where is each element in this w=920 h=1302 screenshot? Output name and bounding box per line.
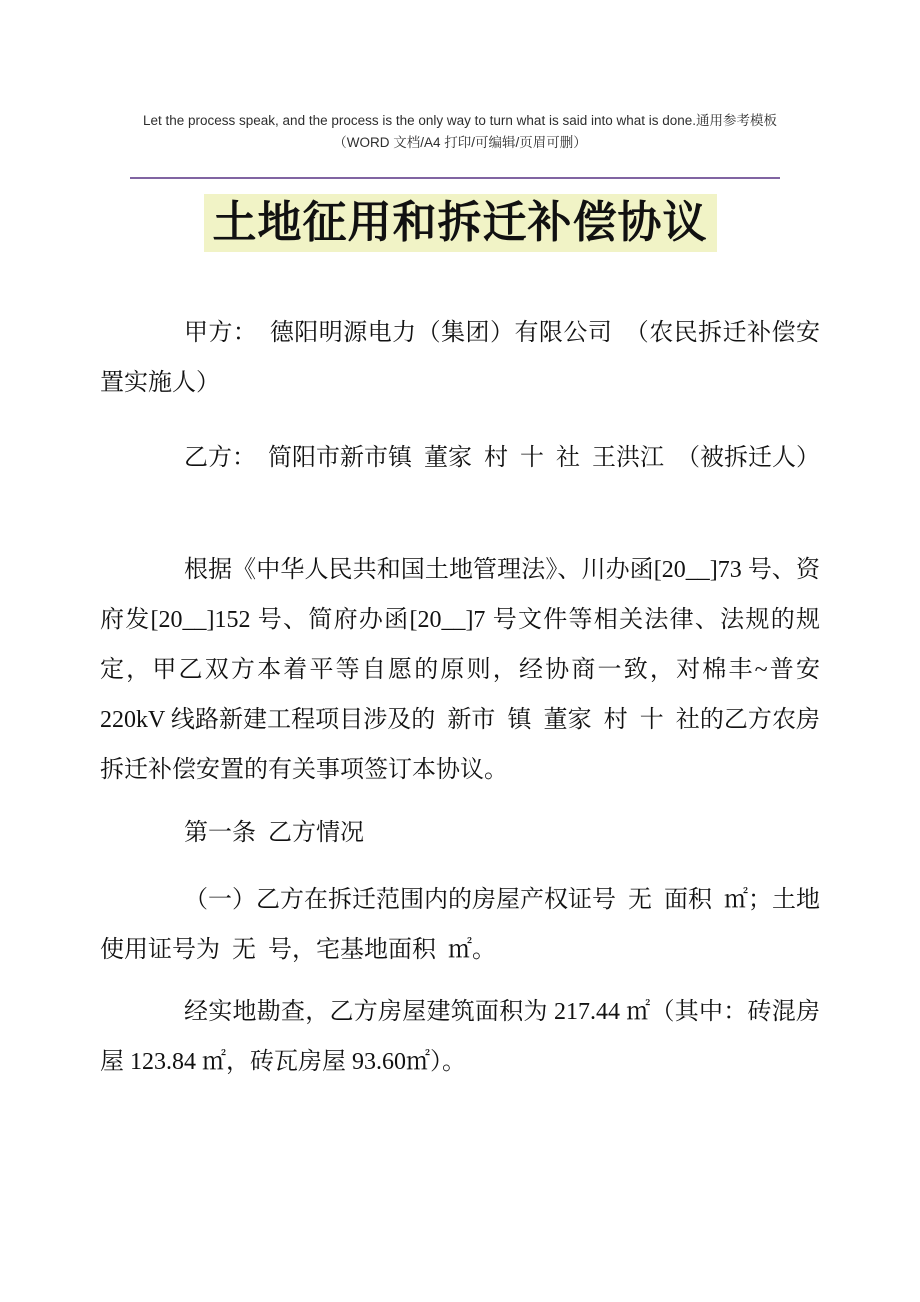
page-header [0,0,920,154]
document-body [100,308,820,1087]
header-divider-rule [130,177,780,179]
paragraph-clause1-heading: 第一条 乙方情况 [184,820,364,846]
paragraph-clause1-item1: （一）乙方在拆迁范围内的房屋产权证号 无 面积 ㎡；土地使用证号为 无 号，宅基地面积 ㎡。 [100,887,820,963]
paragraph-preamble: 根据《中华人民共和国土地管理法》、川办函[20__]73 号、资府发[20__]152 号、简府办函[20__]7 号文件等相关法律、法规的规定，甲乙双方本着平等自愿的原则，经协商一致，对棉丰~普安 220kV 线路新建工程项目涉及的 新市 镇 董家 村 十 社的乙方农房拆迁补偿安置的有关事项签订本协议。 [100,557,820,783]
paragraph-party-a: 甲方： 德阳明源电力（集团）有限公司 （农民拆迁补偿安置实施人） [100,320,820,396]
header-template-note: （WORD 文档/A4 打印/可编辑/页眉可删） [333,135,587,150]
paragraph-party-b: 乙方： 简阳市新市镇 董家 村 十 社 王洪江 （被拆迁人） [184,445,820,471]
paragraph-clause1-survey: 经实地勘查，乙方房屋建筑面积为 217.44 ㎡（其中：砖混房屋 123.84 ㎡，砖瓦房屋 93.60㎡）。 [100,999,820,1075]
title-row [0,194,920,252]
document-title: 土地征用和拆迁补偿协议 [204,194,717,252]
header-tagline: Let the process speak, and the process is the only way to turn what is said into what is done.通用参考模板 [142,113,778,128]
